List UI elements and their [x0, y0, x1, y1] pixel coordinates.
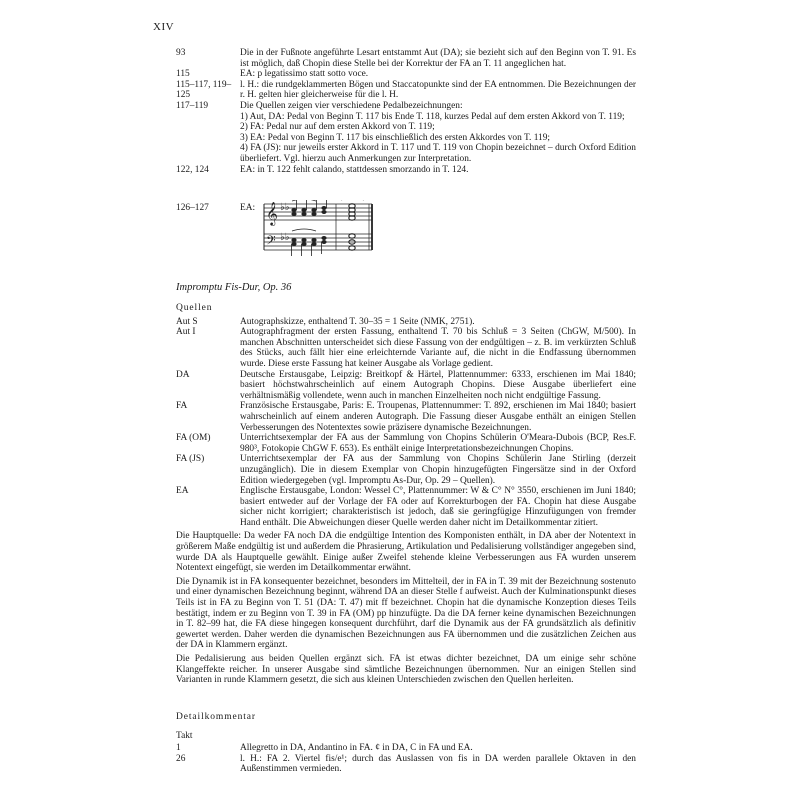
pedal-item: 4) FA (JS): nur jeweils erster Akkord in T. 117 und T. 119 von Chopin bezeichnet – durch Oxford Edition überliefert. Vgl. hierzu auch Anmerkungen zur Interpretation.: [240, 143, 636, 164]
source-key: FA (JS): [176, 454, 205, 465]
pedal-item: 3) EA: Pedal von Beginn T. 117 bis einschließlich des ersten Akkordes von T. 119;: [240, 132, 551, 143]
svg-text:♭♭: ♭♭: [280, 202, 290, 213]
note-row: [176, 48, 636, 69]
source-text: Französische Erstausgabe, Paris: E. Troupenas, Plattennummer: T. 892, erschienen im Mai 1840; basiert wahrscheinlich auf einem anderen Autograph. Die Fassung dieser Ausgabe enthält an einigen Stellen Verbesserungen des Notentextes sowie präzisere dynamische Bezeichnungen.: [240, 401, 636, 433]
note-row: [176, 80, 636, 101]
detail-text: Allegretto in DA, Andantino in FA. ¢ in DA, C in FA und EA.: [240, 743, 473, 754]
source-entry: [176, 317, 636, 328]
source-key: FA: [176, 401, 188, 412]
source-key: FA (OM): [176, 433, 211, 444]
sources-section: [176, 303, 636, 686]
note-key: 115: [176, 69, 190, 80]
source-entry: [176, 370, 636, 402]
dynamics-paragraph: Die Dynamik ist in FA konsequenter bezeichnet, besonders im Mittelteil, der in FA in T. 39 mit der Bezeichnung sostenuto und einer dynamischen Bezeichnung beginnt, während DA an dieser Stelle f aufweist. Auch der Kulminationspunkt dieses Teils ist in FA zu Beginn von T. 51 (DA: T. 47) mit ff bezeichnet. Chopin hat die dynamische Konzeption dieses Teils bestätigt, indem er zu Beginn von T. 39 in FA (OM) pp hinzufügte. Da die DA ferner keine dynamischen Bezeichnungen in T. 82–99 hat, die FA diese hingegen konsequent durchführt, darf die Dynamik aus der FA grundsätzlich als definitiv gewertet werden. Daher werden die dynamischen Bezeichnungen aus FA übernommen und die zusätzlichen Zeichen aus der DA in Klammern ergänzt.: [176, 576, 636, 651]
note-row: [176, 69, 636, 80]
source-text: Unterrichtsexemplar der FA aus der Sammlung von Chopins Schülerin O'Meara-Dubois (BCP, Res.F. 980³, Fotokopie ChGW F. 653). Es enthält einige Interpretationsbezeichnungen Chopins.: [240, 433, 636, 454]
takt-label: Takt: [176, 730, 193, 741]
source-entry: [176, 401, 636, 433]
detail-heading: Detailkommentar: [176, 712, 256, 722]
detail-entry: [176, 754, 636, 775]
source-key: EA: [176, 486, 189, 497]
detail-key: 1: [176, 743, 181, 754]
source-text: Unterrichtsexemplar der FA aus der Sammlung von Chopins Schülerin Jane Stirling (derzeit unzugänglich). Die in diesem Exemplar von Chopin hinzugefügten Fingersätze sind in der Oxford Edition wiedergegeben (vgl. Impromptu As-Dur, Op. 29 – Quellen).: [240, 454, 636, 486]
section-title: Impromptu Fis-Dur, Op. 36: [176, 282, 292, 293]
source-text: Autographskizze, enthaltend T. 30–35 = 1 Seite (NMK, 2751).: [240, 316, 475, 327]
source-key: Aut I: [176, 327, 196, 338]
detail-key: 26: [176, 753, 186, 764]
pedal-paragraph: Die Pedalisierung aus beiden Quellen ergänzt sich. FA ist etwas dichter bezeichnet, DA um einige sehr schöne Klangeffekte reicher. In unserer Ausgabe sind sämtliche Bezeichnungen übernommen. Nur an einigen Stellen sind Varianten in runde Klammern gesetzt, die sich aus kleinen Unterschieden zwischen den Quellen herleiten.: [176, 654, 636, 686]
pedal-intro: Die Quellen zeigen vier verschiedene Pedalbezeichnungen:: [240, 100, 463, 111]
source-entry: [176, 433, 636, 454]
pedal-list: [240, 112, 636, 165]
source-text: Deutsche Erstausgabe, Leipzig: Breitkopf & Härtel, Plattennummer: 6333, erschienen im Mai 1840; basiert höchstwahrscheinlich auf einem Autograph Chopins. Diese Ausgabe überliefert eine verhältnismäßig vollendete, wenn auch in manchen Einzelheiten noch nicht endgültige Fassung.: [240, 369, 636, 401]
source-text: Autographfragment der ersten Fassung, enthaltend T. 70 bis Schluß = 3 Seiten (ChGW, M/500). In manchen Abschnitten unterscheidet sich diese Fassung von der endgültigen – z. B. im verkürzten Schluß des Stücks, auch fällt hier eine erleichternde Variante auf, die nicht in die Endfassung übernommen wurde. Diese erste Fassung hat keiner Ausgabe als Vorlage gedient.: [240, 327, 636, 369]
source-entry: [176, 454, 636, 486]
bass-clef-icon: 𝄢: [266, 233, 276, 251]
note-key: 122, 124: [176, 164, 209, 175]
staff-notation: [176, 200, 636, 268]
note-row: [176, 165, 636, 176]
source-key: DA: [176, 369, 190, 380]
note-key: 117–119: [176, 100, 209, 111]
pedal-item: 1) Aut, DA: Pedal von Beginn T. 117 bis Ende T. 118, kurzes Pedal auf dem ersten Akkord von T. 119;: [240, 111, 625, 122]
main-source-paragraph: Die Hauptquelle: Da weder FA noch DA die endgültige Intention des Komponisten enthält, in DA aber der Notentext in größerem Maße endgültig ist und außerdem die Phrasierung, Artikulation und Pedalisierung vollständiger angegeben sind, wurde DA als Hauptquelle gewählt. Einige außer Zweifel stehende kleine Verbesserungen aus FA wurden unserem Notentext eingefügt, sie werden im Detailkommentar erwähnt.: [176, 531, 636, 574]
svg-text:♭♭: ♭♭: [280, 232, 290, 243]
detail-entry: [176, 743, 636, 754]
note-text: EA: p legatissimo statt sotto voce.: [240, 69, 369, 80]
note-row: [176, 101, 636, 165]
source-entry: [176, 327, 636, 369]
note-text: [240, 101, 636, 165]
treble-clef-icon: 𝄞: [266, 201, 278, 225]
music-label: EA:: [240, 203, 256, 213]
detail-text: l. H.: FA 2. Viertel fis/e¹; durch das Auslassen von fis in DA werden parallele Oktaven in den Außenstimmen vermieden.: [240, 753, 636, 775]
note-key: 93: [176, 48, 186, 58]
detail-commentary: [176, 712, 636, 775]
note-text: Die in der Fußnote angeführte Lesart entstammt Aut (DA); sie bezieht sich auf den Beginn von T. 91. Es ist möglich, daß Chopin diese Stelle bei der Korrektur der FA an T. 11 angeglichen hat.: [240, 48, 636, 69]
top-notes: [176, 48, 636, 175]
page-number: XIV: [153, 21, 175, 33]
source-text: Englische Erstausgabe, London: Wessel C°, Plattennummer: W & C° N° 3550, erschienen im Juni 1840; basiert entweder auf der Vorlage der FA oder auf Korrekturbogen der FA. Chopin hat diese Ausgabe sicher nicht korrigiert; charakteristisch ist jedoch, daß sie geringfügige Hinzufügungen von fremder Hand enthält. Die Abweichungen dieser Quelle werden daher nicht im Detailkommentar zitiert.: [240, 486, 636, 528]
source-entry: [176, 486, 636, 528]
note-key: 115–117, 119–125: [176, 79, 232, 101]
note-text: EA: in T. 122 fehlt calando, stattdessen smorzando in T. 124.: [240, 164, 469, 175]
source-key: Aut S: [176, 316, 198, 327]
music-example: [176, 200, 636, 268]
pedal-item: 2) FA: Pedal nur auf dem ersten Akkord von T. 119;: [240, 122, 435, 133]
music-measures: 126–127: [176, 203, 209, 213]
note-text: l. H.: die rundgeklammerten Bögen und Staccatopunkte sind der EA entnommen. Die Bezeichnungen der r. H. gelten hier gleicherweise für die l. H.: [240, 79, 636, 101]
sources-heading: Quellen: [176, 303, 213, 313]
